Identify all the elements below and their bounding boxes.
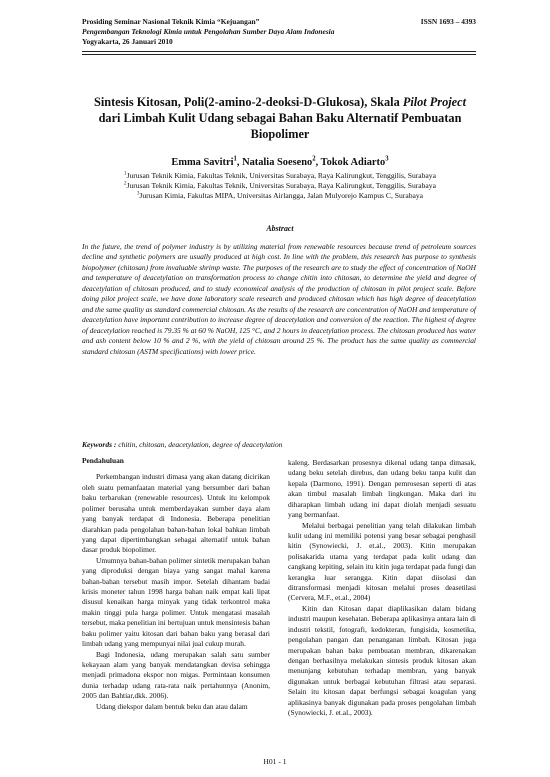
paper-title (90, 95, 470, 142)
body-paragraph: Udang diekspor dalam bentuk beku dan atau dalam (96, 701, 248, 711)
author-list (90, 157, 470, 168)
keywords-label: Keywords : (82, 440, 117, 449)
abstract-text: In the future, the trend of polymer industry is by utilizing material from renewable resources because trend of petroleum sources decline and synthetic polymers are usually produced at high cost. In line with the problem, this research has purpose to synthesis biopolymer (chitosan) from invaluable shrimp waste. The purposes of the research are to study the effect of concentration of NaOH and temperature of deacetylation on transformation process to change chitin into chitosan, to determine the yield and degree of deacetylation of chitosan produced, and to study economical analysis of the production of chitosan in pilot project scale. Before doing pilot project scale, we have done laboratory scale research and produced chitosan which has high degree of deacetylation and the same quality as standard commercial chitosan. As the results of the research are concentration of NaOH and temperature of deacetylation have important contribution to increase degree of deacetylation and conversion of the reaction. The highest of degree of deacetylation reached is 79.35 % at 60 % NaOH, 125 °C, and 2 hours in deacetylation process. The chitosan produced has water and ash content below 10 % and 2 %, with the yield of chitosan around 25 %. The product has the same quality as commercial standard chitosan (ASTM specifications) with lower price. (82, 242, 476, 356)
paper-title-part: Sintesis Kitosan, Poli(2-amino-2-deoksi-D-Glukosa), Skala (93, 95, 403, 109)
proceedings-theme: Pengembangan Teknologi Kimia untuk Pengolahan Sumber Daya Alam Indonesia (82, 27, 335, 37)
affiliation: $^1$Jurusan Teknik Kimia, Fakultas Teknik, Universitas Surabaya, Raya Kalirungkut, Tenggilis, Surabaya (124, 171, 436, 180)
body-paragraph: kaleng. Berdasarkan prosesnya dikenal udang tanpa dimasak, udang beku setelah direbus, dan udang beku tanpa kulit dan kepala (Darmono, 1991). Dengan pemrosesan seperti di atas akan timbul masalah limbah lingkungan. Maka dari itu diharapkan limbah udang ini dapat diolah menjadi sesuatu yang bermanfaat. (288, 458, 476, 520)
body-paragraph: Umumnya bahan-bahan polimer sintetik merupakan bahan yang diproduksi dengan biaya yang sangat mahal karena bahan-bahan tersebut masih impor. Setelah dihantam badai krisis moneter tahun 1998 harga bahan naik empat kali lipat disusul kenaikan harga minyak yang tidak terkontrol maka makin tinggi pula harga polimer. Untuk mengatasi masalah tersebut, maka penelitian ini bertujuan untuk mensintesis bahan baku polimer yaitu kitosan dari bahan baku yang berasal dari limbah udang yang mempunyai nilai jual cukup murah. (82, 555, 271, 649)
proceedings-location-date: Yogyakarta, 26 Januari 2010 (82, 37, 173, 47)
author: Tokok Adiarto$^3$ (320, 155, 389, 168)
affiliation: $^2$Jurusan Teknik Kimia, Fakultas Teknik, Universitas Surabaya, Raya Kalirungkut, Tenggilis, Surabaya (124, 181, 436, 191)
paper-title-part: dari Limbah Kulit Udang sebagai Bahan Baku Alternatif Pembuatan Biopolimer (98, 110, 462, 141)
body-paragraph: Kitin dan Kitosan dapat diaplikasikan dalam bidang industri maupun kesehatan. Beberapa aplikasinya antara lain di industri tekstil, fotografi, kedokteran, fungisida, kosmetika, pengolahan pangan dan penanganan limbah. Kitosan juga merupakan bahan baku pembuatan membran, dikarenakan dengan berhasilnya melakukan sintesis produk kitosan akan menunjang kebutuhan terhadap membran, yang banyak digunakan untuk berbagai kebutuhan filtrasi atau separasi. Selain itu kitosan dapat berfungsi sebagai koagulan yang aplikasinya banyak digunakan pada proses pengolahan limbah (Synowiecki, J. et.al., 2003). (288, 603, 476, 718)
right-column (288, 458, 476, 719)
keywords-line (82, 440, 476, 449)
body-paragraph: Perkembangan industri dimasa yang akan datang dicirikan oleh suatu pemanfaatan material yang bersumber dari bahan baku terbarukan (renewable resources). Untuk itu kelompok polimer berusaha untuk memberdayakan sumber daya alam yang banyak terdapat di Indonesia. Beberapa penelitian diarahkan pada pengolahan bahan-bahan lokal bahkan limbah yang dapat dipertimbangkan sebagai alternatif untuk bahan dasar produk biopolimer. (82, 472, 270, 555)
abstract-heading: Abstract (266, 224, 294, 233)
keywords-text: chitin, chitosan, deacetylation, degree of deacetylation (116, 440, 283, 449)
affiliation: $^3$Jurusan Kimia, Fakultas MIPA, Universitas Airlangga, Jalan Mulyorejo Kampus C, Surabaya (136, 191, 424, 201)
section-heading-introduction: Pendahuluan (82, 456, 124, 465)
proceedings-header (82, 17, 476, 48)
author: Emma Savitri$^1$, (171, 155, 243, 168)
paper-title-italic: Pilot Project (402, 95, 466, 109)
body-paragraph: Melalui berbagai penelitian yang telah dilakukan limbah kulit udang ini memiliki potensi yang besar sebagai penghasil kitin (Synowiecki, J. et.al., 2003). Kitin merupakan polisakarida utama yang terdapat pada kulit udang dan cangkang kepiting, selain itu kitin juga terdapat pada fungi dan kerangka luar serangga. Kitin dapat diisolasi dan ditransformasi menjadi kitosan melalui proses deasetilasi (Cervera, M.F., et.al., 2004) (288, 520, 476, 603)
proceedings-title: Prosiding Seminar Nasional Teknik Kimia “Kejuangan” (82, 17, 260, 26)
author: Natalia Soeseno$^2$, (242, 155, 321, 168)
page-number: H01 - 1 (263, 757, 287, 766)
issn-label: ISSN 1693 – 4393 (420, 17, 476, 26)
affiliation-list (70, 171, 490, 201)
header-rule-thin (82, 54, 476, 55)
left-column (82, 456, 270, 712)
body-paragraph: Bagi Indonesia, udang merupakan salah satu sumber kekayaan alam yang banyak mendatangkan devisa sehingga menjadi primadona ekspor non migas. Permintaan konsumen dunia terhadap udang rata-rata naik pertahunnya (Anonim, 2005 dan Bahtiar,dkk. 2006). (82, 649, 270, 701)
header-rule (82, 51, 476, 52)
